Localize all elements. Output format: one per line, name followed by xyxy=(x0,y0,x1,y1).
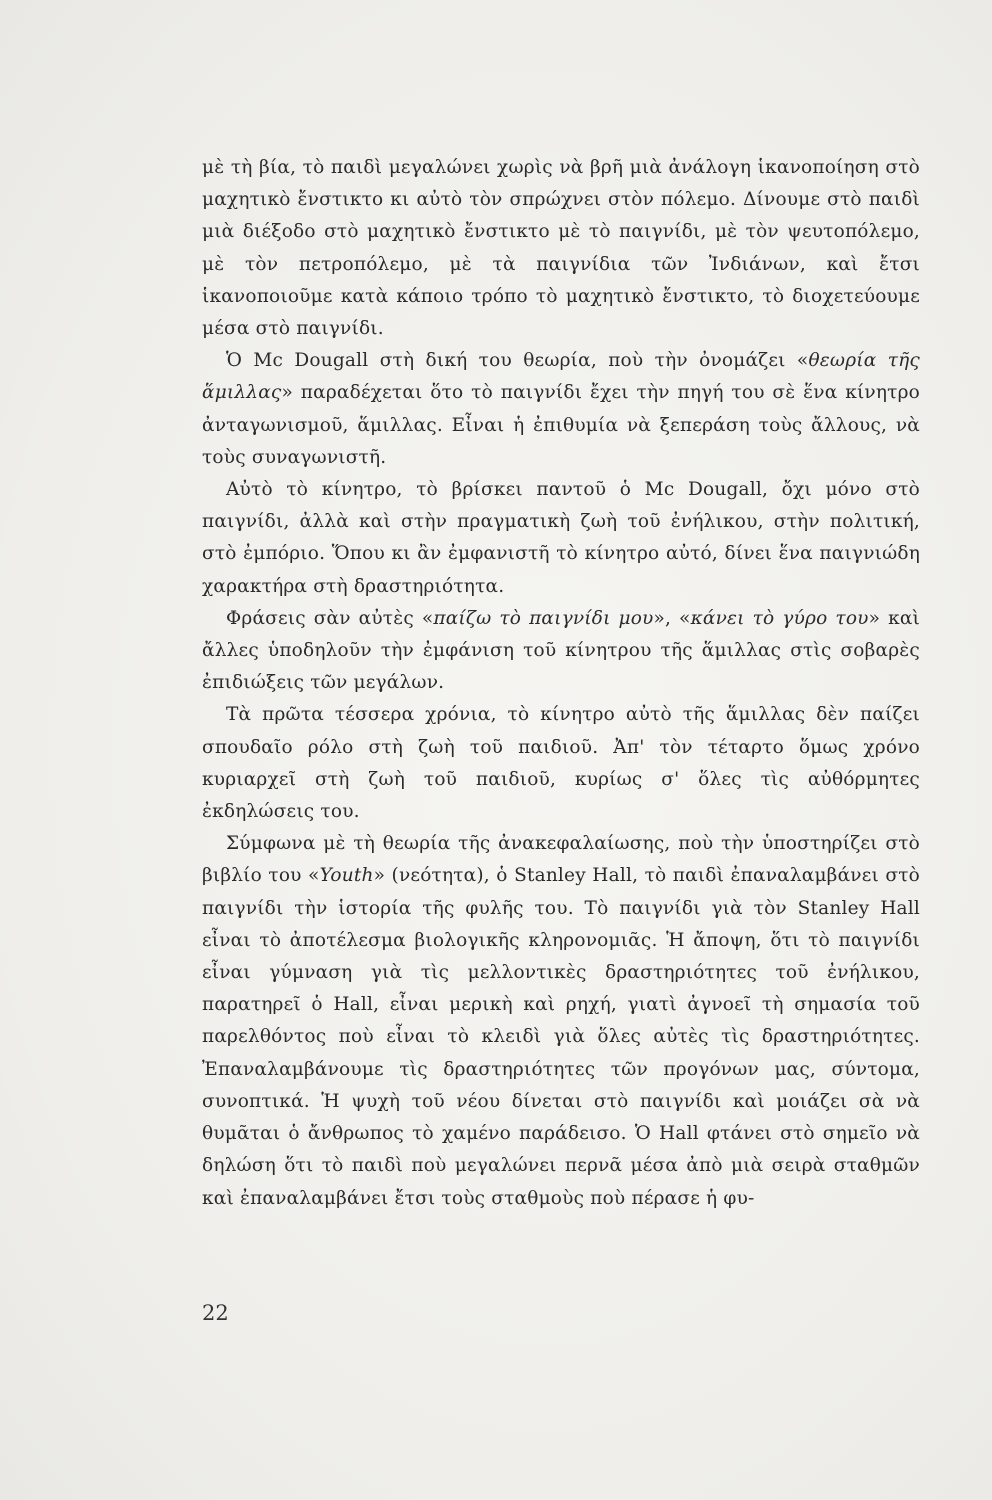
text-segment: Τὰ πρῶτα τέσσερα χρόνια, τὸ κίνητρο αὐτὸ τῆς ἅμιλλας δὲν παίζει σπουδαῖο ρόλο στὴ ζωὴ τοῦ παιδιοῦ. Ἀπ' τὸν τέταρτο ὅμως χρόνο κυριαρχεῖ στὴ ζωὴ τοῦ παιδιοῦ, κυρίως σ' ὅλες τὶς αὐθόρμητες ἐκδηλώσεις του. xyxy=(202,704,920,823)
text-segment: », « xyxy=(653,607,691,629)
paragraph-6 xyxy=(202,828,920,1214)
paragraph-5 xyxy=(202,699,920,828)
text-segment: » παραδέχεται ὅτο τὸ παιγνίδι ἔχει τὴν πηγή του σὲ ἕνα κίνητρο ἀνταγωνισμοῦ, ἅμιλλας. Εἶναι ἡ ἐπιθυμία νὰ ξεπεράση τοὺς ἄλλους, νὰ τοὺς συναγωνιστῆ. xyxy=(202,382,920,468)
paragraph-3 xyxy=(202,474,920,603)
text-segment: Φράσεις σὰν αὐτὲς « xyxy=(226,607,434,629)
paragraph-4 xyxy=(202,603,920,700)
italic-term: θεωρία τῆς ἅμιλλας xyxy=(202,350,920,404)
italic-phrase: κάνει τὸ γύρο του xyxy=(690,607,869,629)
text-segment: μὲ τὴ βία, τὸ παιδὶ μεγαλώνει χωρὶς νὰ βρῆ μιὰ ἀνάλογη ἱκανοποίηση στὸ μαχητικὸ ἔνστικτο κι αὐτὸ τὸν σπρώχνει στὸν πόλεμο. Δίνουμε στὸ παιδὶ μιὰ διέξοδο στὸ μαχητικὸ ἔνστικτο μὲ τὸ παιγνίδι, μὲ τὸν ψευτοπόλεμο, μὲ τὸν πετροπόλεμο, μὲ τὰ παιγνίδια τῶν Ἰνδιάνων, καὶ ἔτσι ἱκανοποιοῦμε κατὰ κάποιο τρόπο τὸ μαχητικὸ ἔνστικτο, τὸ διοχετεύουμε μέσα στὸ παιγνίδι. xyxy=(202,157,920,340)
text-segment: » (νεότητα), ὁ Stanley Hall, τὸ παιδὶ ἐπαναλαμβάνει στὸ παιγνίδι τὴν ἱστορία τῆς φυλῆς του. Τὸ παιγνίδι γιὰ τὸν Stanley Hall εἶναι τὸ ἀποτέλεσμα βιολογικῆς κληρονομιᾶς. Ἡ ἄποψη, ὅτι τὸ παιγνίδι εἶναι γύμναση γιὰ τὶς μελλοντικὲς δραστηριότητες τοῦ ἐνήλικου, παρατηρεῖ ὁ Hall, εἶναι μερικὴ καὶ ρηχή, γιατὶ ἀγνοεῖ τὴ σημασία τοῦ παρελθόντος ποὺ εἶναι τὸ κλειδὶ γιὰ ὅλες αὐτὲς τὶς δραστηριότητες. Ἐπαναλαμβάνουμε τὶς δραστηριότητες τῶν προγόνων μας, σύντομα, συνοπτικά. Ἡ ψυχὴ τοῦ νέου δίνεται στὸ παιγνίδι καὶ μοιάζει σὰ νὰ θυμᾶται ὁ ἄνθρωπος τὸ χαμένο παράδεισο. Ὁ Hall φτάνει στὸ σημεῖο νὰ δηλώση ὅτι τὸ παιδὶ ποὺ μεγαλώνει περνᾶ μέσα ἀπὸ μιὰ σειρὰ σταθμῶν καὶ ἐπαναλαμβάνει ἔτσι τοὺς σταθμοὺς ποὺ πέρασε ἡ φυ- xyxy=(202,865,920,1209)
paragraph-2 xyxy=(202,345,920,474)
page-number: 22 xyxy=(202,1301,229,1325)
text-segment: Ὁ Mc Dougall στὴ δική του θεωρία, ποὺ τὴν ὀνομάζει « xyxy=(226,350,809,372)
text-segment: Αὐτὸ τὸ κίνητρο, τὸ βρίσκει παντοῦ ὁ Mc Dougall, ὄχι μόνο στὸ παιγνίδι, ἀλλὰ καὶ στὴν πραγματικὴ ζωὴ τοῦ ἐνήλικου, στὴν πολιτική, στὸ ἐμπόριο. Ὅπου κι ἂν ἐμφανιστῆ τὸ κίνητρο αὐτό, δίνει ἕνα παιγνιώδη χαρακτήρα στὴ δραστηριότητα. xyxy=(202,479,920,597)
paragraph-1 xyxy=(202,152,920,345)
body-text xyxy=(202,152,920,1215)
italic-phrase: παίζω τὸ παιγνίδι μου xyxy=(433,607,654,629)
italic-title: Youth xyxy=(319,865,374,887)
text-segment: » καὶ ἄλλες ὑποδηλοῦν τὴν ἐμφάνιση τοῦ κίνητρου τῆς ἅμιλλας στὶς σοβαρὲς ἐπιδιώξεις τῶν μεγάλων. xyxy=(202,607,920,694)
text-segment: Σύμφωνα μὲ τὴ θεωρία τῆς ἀνακεφαλαίωσης, ποὺ τὴν ὑποστηρίζει στὸ βιβλίο του « xyxy=(202,833,920,887)
